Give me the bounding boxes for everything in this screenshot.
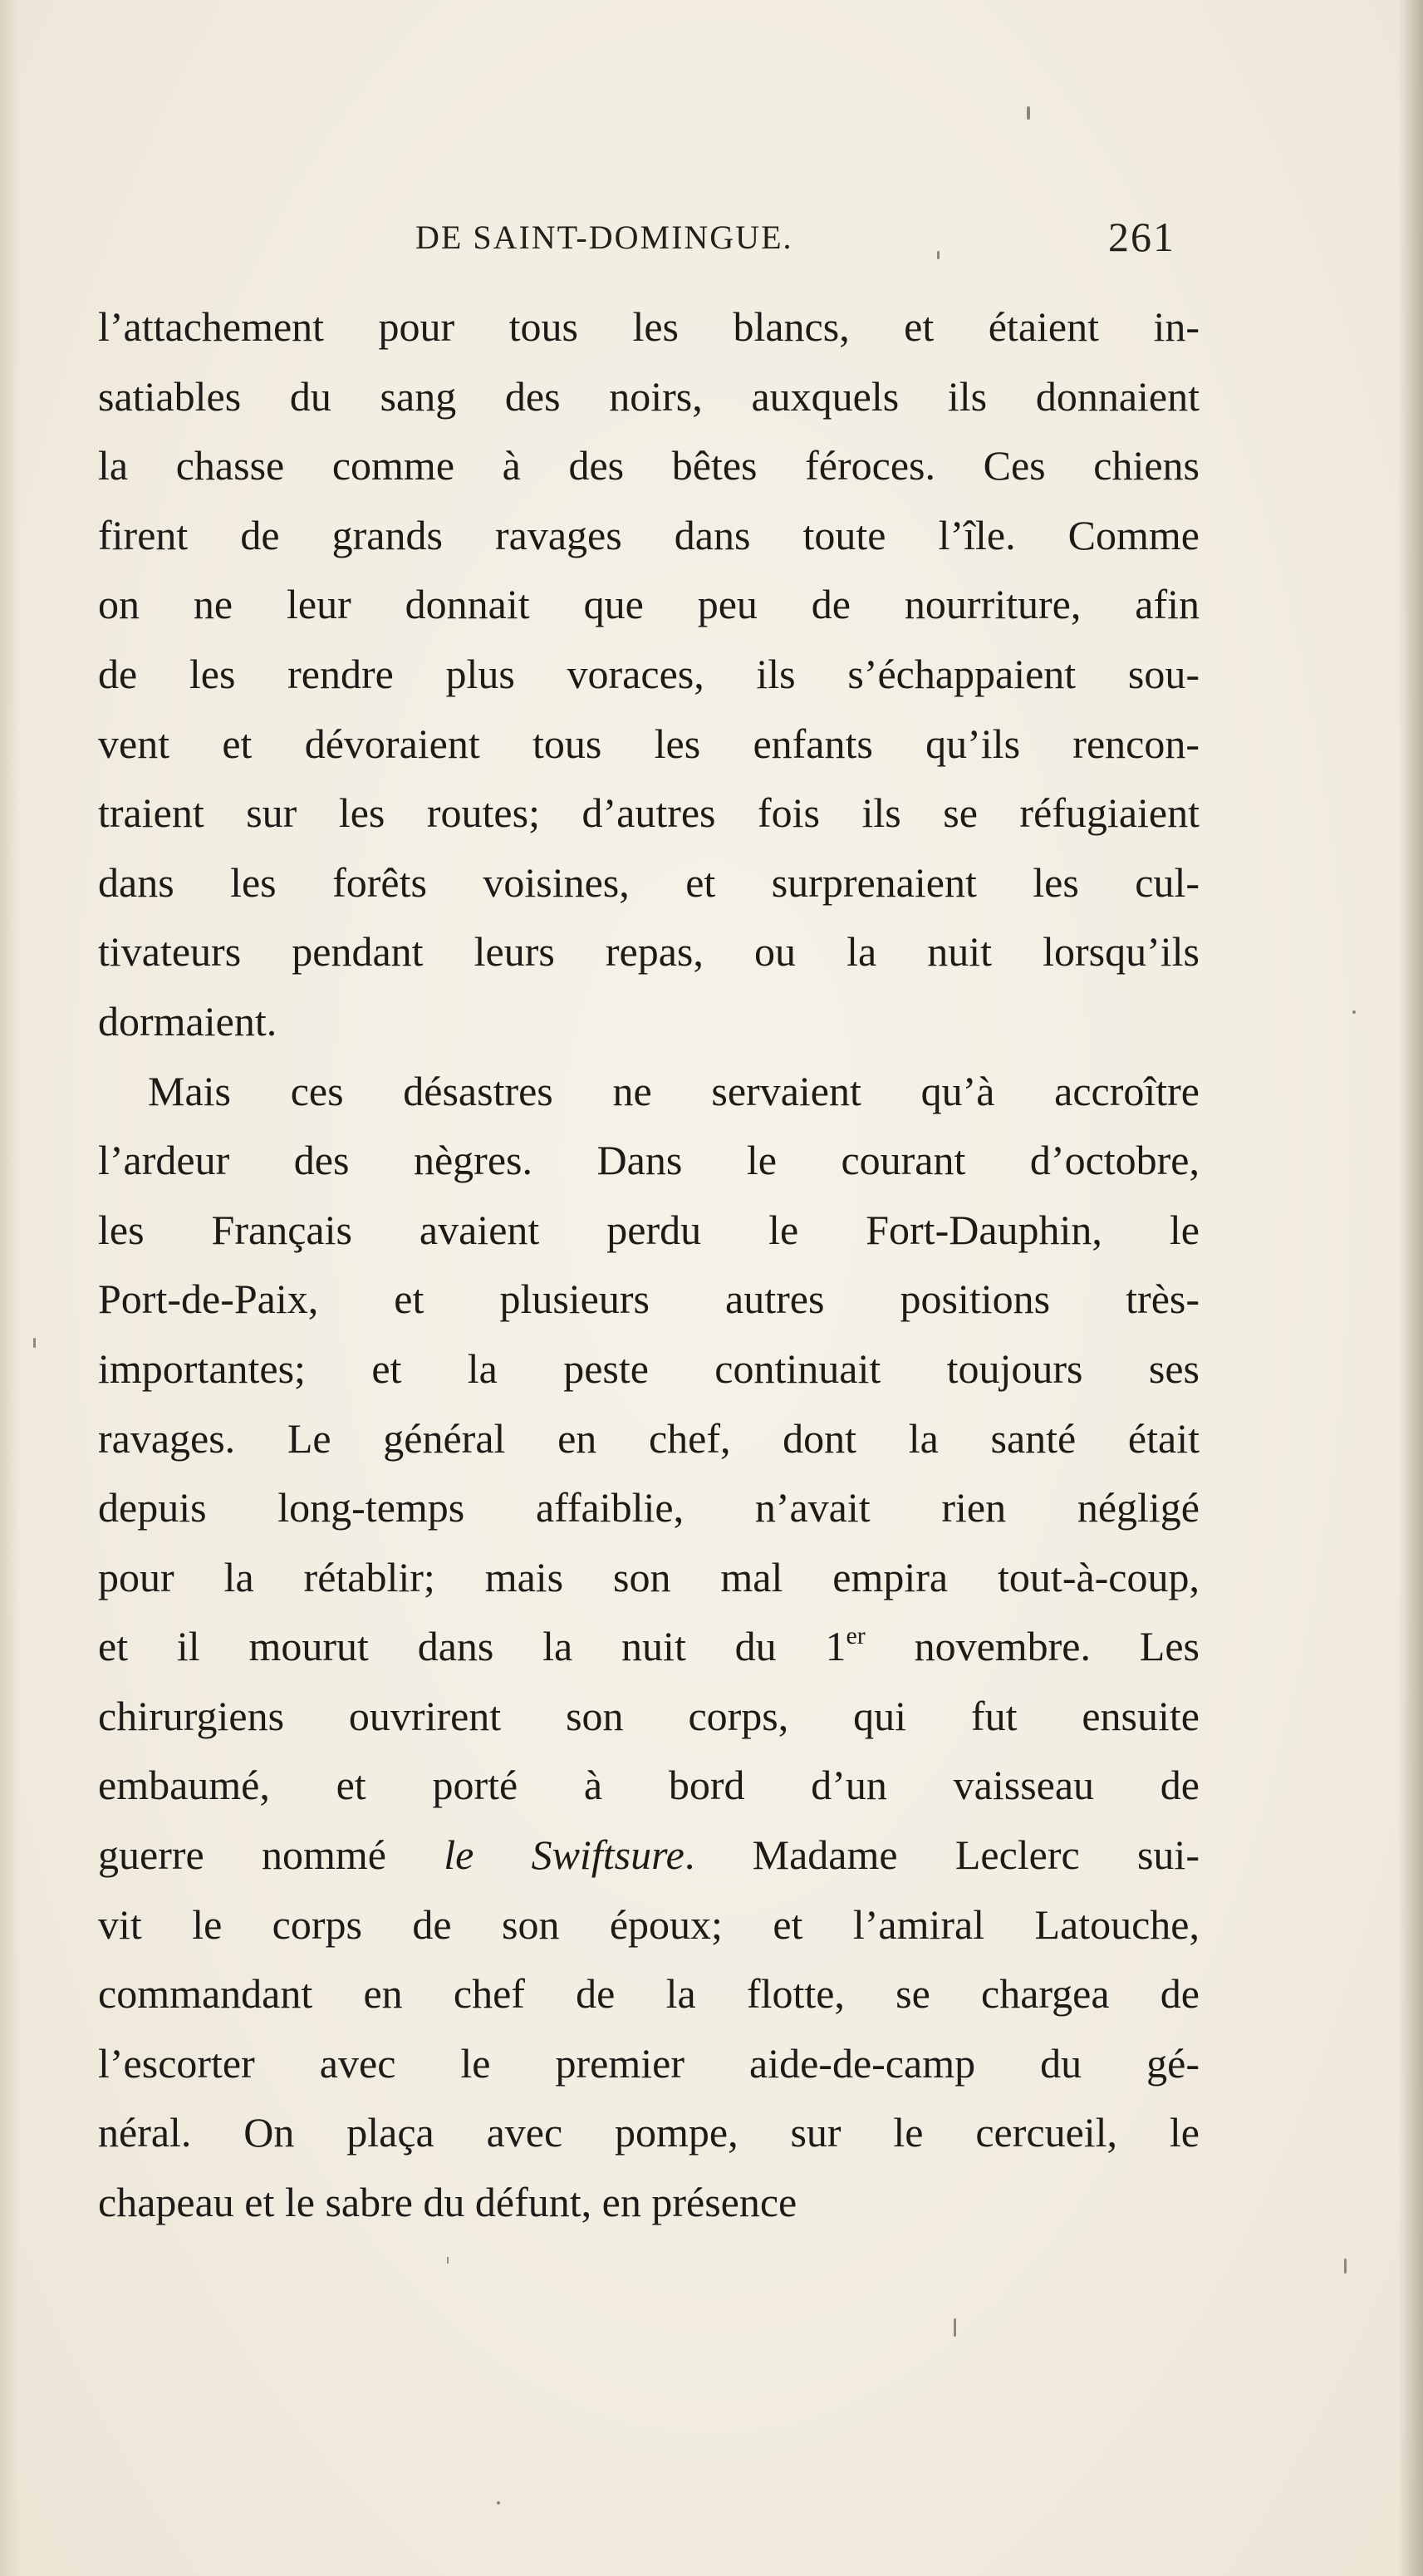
paper-speck xyxy=(33,1338,36,1348)
paper-speck xyxy=(937,251,940,259)
paper-speck xyxy=(954,2318,956,2337)
body-text xyxy=(98,293,1200,2238)
text-line: pour la rétablir; mais son mal empira tout-à-coup, xyxy=(98,1553,1200,1600)
text-line: dans les forêts voisines, et surprenaient les cul- xyxy=(98,858,1200,906)
text-line: l’escorter avec le premier aide-de-camp du gé- xyxy=(98,2039,1200,2087)
text-line: l’attachement pour tous les blancs, et étaient in- xyxy=(98,303,1200,350)
text-segment: . Madame Leclerc sui- xyxy=(684,1831,1200,1879)
text-line: depuis long-temps affaiblie, n’avait rien négligé xyxy=(98,1484,1200,1531)
superscript-ordinal: er xyxy=(846,1622,866,1650)
page-left-edge-shadow xyxy=(0,0,20,2576)
paper-speck xyxy=(1352,1010,1356,1014)
text-line: de les rendre plus voraces, ils s’échappaient sou- xyxy=(98,650,1200,697)
paragraph-first-line: Mais ces désastres ne servaient qu’à accroître xyxy=(148,1067,1200,1114)
text-line: vit le corps de son époux; et l’amiral Latouche, xyxy=(98,1900,1200,1948)
text-line: la chasse comme à des bêtes féroces. Ces chiens xyxy=(98,442,1200,489)
text-segment: novembre. Les xyxy=(865,1623,1200,1670)
text-line: firent de grands ravages dans toute l’île. Comme xyxy=(98,511,1200,558)
text-line: traient sur les routes; d’autres fois ils se réfugiaient xyxy=(98,789,1200,837)
text-line: tivateurs pendant leurs repas, ou la nuit lorsqu’ils xyxy=(98,928,1200,976)
paper-speck xyxy=(1027,106,1030,120)
text-segment: et il mourut dans la nuit du 1 xyxy=(98,1623,846,1670)
text-line: néral. On plaça avec pompe, sur le cercueil, le xyxy=(98,2109,1200,2156)
text-line-with-superscript xyxy=(98,1612,1200,1682)
text-line: satiables du sang des noirs, auxquels ils donnaient xyxy=(98,372,1200,420)
text-line: ravages. Le général en chef, dont la santé était xyxy=(98,1414,1200,1462)
text-line: importantes; et la peste continuait toujours ses xyxy=(98,1345,1200,1392)
text-line: l’ardeur des nègres. Dans le courant d’octobre, xyxy=(98,1137,1200,1184)
text-line: les Français avaient perdu le Fort-Dauphin, le xyxy=(98,1206,1200,1253)
text-line-with-italic xyxy=(98,1821,1200,1890)
paper-speck xyxy=(447,2257,449,2264)
paper-speck xyxy=(497,2501,500,2505)
ship-name-italic: le Swiftsure xyxy=(444,1831,685,1879)
text-line: on ne leur donnait que peu de nourriture, afin xyxy=(98,581,1200,628)
text-line: embaumé, et porté à bord d’un vaisseau de xyxy=(98,1762,1200,1809)
page-right-edge-shadow xyxy=(1398,0,1423,2576)
text-line: Port-de-Paix, et plusieurs autres positions très- xyxy=(98,1276,1200,1323)
text-line: commandant en chef de la flotte, se chargea de xyxy=(98,1970,1200,2018)
page-number: 261 xyxy=(1108,214,1175,260)
text-line: vent et dévoraient tous les enfants qu’ils rencon- xyxy=(98,720,1200,767)
paragraph-end-line: dormaient. xyxy=(98,997,277,1045)
text-line: chapeau et le sabre du défunt, en présence xyxy=(98,2179,797,2226)
text-segment: guerre nommé xyxy=(98,1831,444,1879)
text-line: chirurgiens ouvrirent son corps, qui fut ensuite xyxy=(98,1692,1200,1739)
paper-speck xyxy=(1344,2259,1347,2274)
running-head: DE SAINT-DOMINGUE. xyxy=(415,219,793,256)
